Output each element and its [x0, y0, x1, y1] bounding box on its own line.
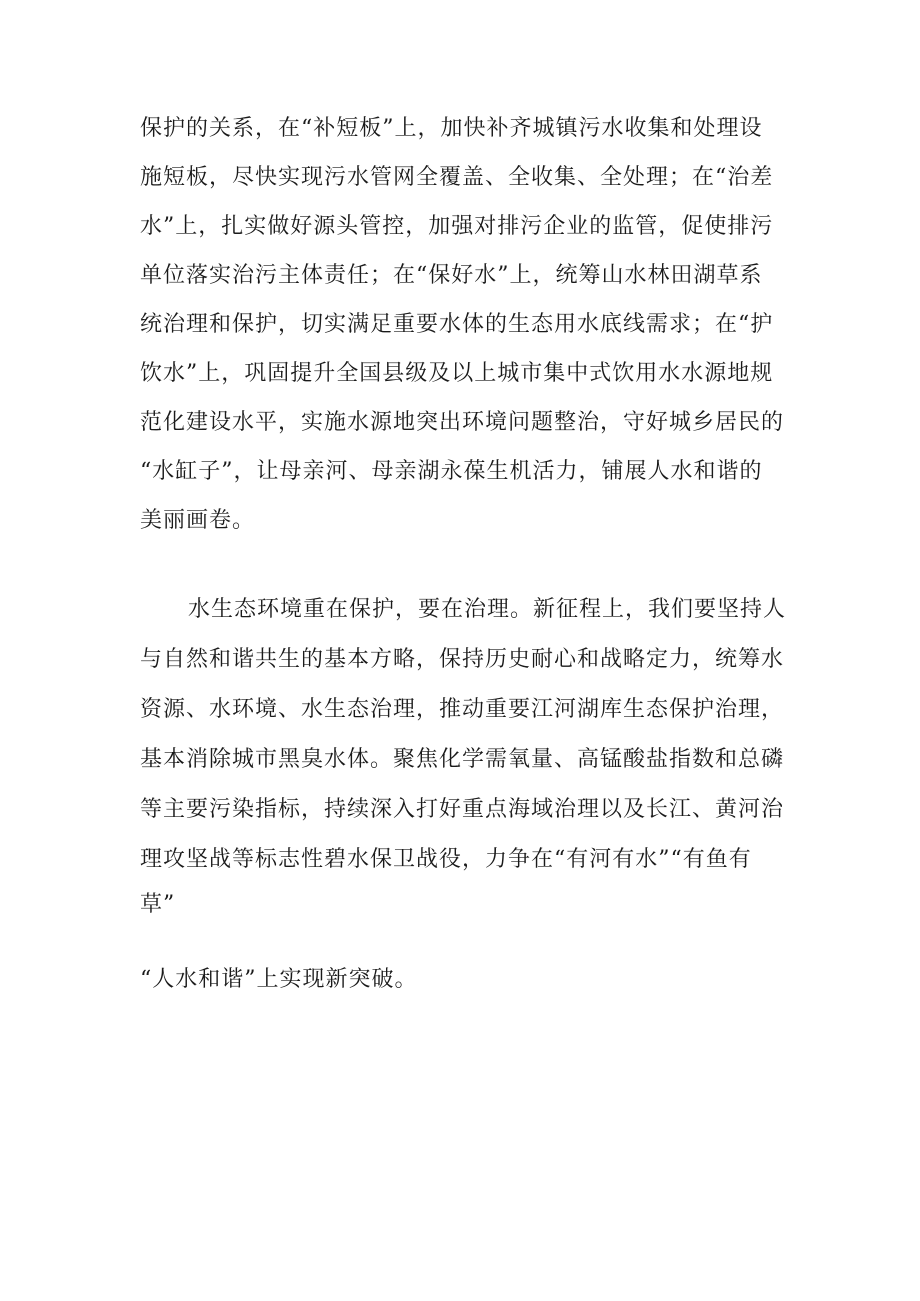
text-line: 与自然和谐共生的基本方略，保持历史耐心和战略定力，统筹水: [140, 647, 785, 672]
text-line: 水生态环境重在保护，要在治理。新征程上，我们要坚持人: [188, 597, 787, 622]
text-line: “人水和谐”上实现新突破。: [140, 967, 418, 992]
text-line: 资源、水环境、水生态治理，推动重要江河湖库生态保护治理，: [140, 697, 785, 722]
text-line: 美丽画卷。: [140, 508, 256, 533]
text-line: 统治理和保护，切实满足重要水体的生态用水底线需求；在“护: [140, 312, 774, 337]
text-line: 单位落实治污主体责任；在“保好水”上，统筹山水林田湖草系: [140, 263, 763, 288]
text-line: 范化建设水平，实施水源地突出环境问题整治，守好城乡居民的: [140, 410, 785, 435]
text-line: 基本消除城市黑臭水体。聚焦化学需氧量、高锰酸盐指数和总磷: [140, 747, 785, 772]
text-line: 饮水”上，巩固提升全国县级及以上城市集中式饮用水水源地规: [140, 361, 774, 386]
text-line: “水缸子”，让母亲河、母亲湖永葆生机活力，铺展人水和谐的: [140, 459, 763, 484]
text-line: 水”上，扎实做好源头管控，加强对排污企业的监管，促使排污: [140, 214, 774, 239]
text-line: 理攻坚战等标志性碧水保卫战役，力争在“有河有水”“有鱼有: [140, 847, 752, 872]
text-line: 施短板，尽快实现污水管网全覆盖、全收集、全处理；在“治差: [140, 165, 774, 190]
text-line: 等主要污染指标，持续深入打好重点海域治理以及长江、黄河治: [140, 797, 785, 822]
text-line: 草”: [140, 892, 176, 917]
text-line: 保护的关系，在“补短板”上，加快补齐城镇污水收集和处理设: [140, 116, 763, 141]
